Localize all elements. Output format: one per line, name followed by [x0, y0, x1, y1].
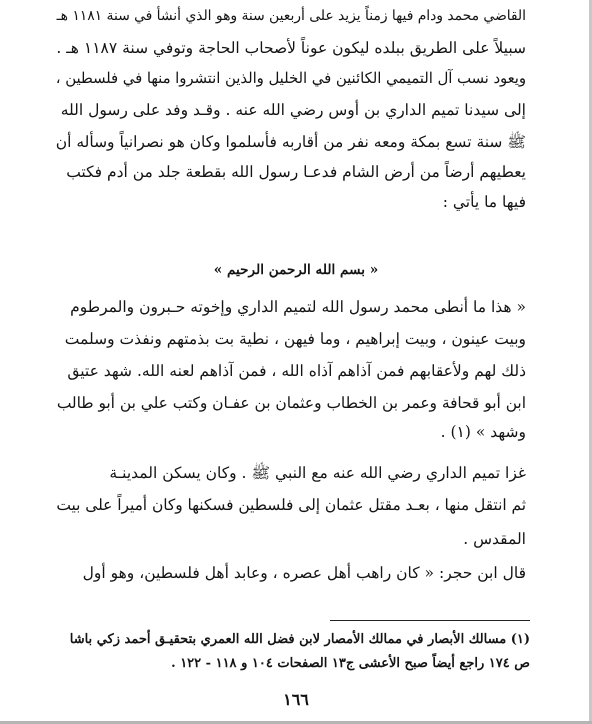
footnote-rule: [330, 620, 530, 621]
paragraph1-line: إلى سيدنا تميم الداري بن أوس رضي الله عنه . وقـد وفد على رسول الله: [60, 101, 526, 119]
footnote-line: (١) مسالك الأبصار في ممالك الأمصار لابن فضل الله العمري بتحقيـق أحمد زكي باشا: [69, 632, 530, 647]
paragraph1-line: يعطيهم أرضاً من أرض الشام فدعـا رسول الله بقطعة جلد من أدم فكتب: [66, 163, 526, 181]
paragraph2-line: ذلك لهم ولأعقابهم فمن آذاهم آذاه الله ، فمن آذاهم لعنه الله. شهد عتيق: [67, 362, 526, 380]
paragraph1-line: فيها ما يأتي :: [442, 193, 526, 211]
paragraph3-line: المقدس .: [463, 530, 526, 548]
paragraph2-line: وبيت عينون ، وبيت إبراهيم ، وما فيهن ، نطية بت بذمتهم ونفذت وسلمت: [64, 330, 526, 348]
page-number: ١٦٦: [283, 690, 309, 709]
paragraph3-line: غزا تميم الداري رضي الله عنه مع النبي ﷺ . وكان يسكن المدينـة: [109, 464, 526, 482]
paragraph1-line: سبيلاً على الطريق ببلده ليكون عوناً لأصحاب الحاجة وتوفي سنة ١١٨٧ هـ .: [56, 39, 526, 57]
paragraph2-line: ابن أبو قحافة وعمر بن الخطاب وعثمان بن عفـان وكتب علي بن أبو طالب: [56, 394, 526, 412]
paragraph4-line: قال ابن حجر: « كان راهب أهل عصره ، وعابد أهل فلسطين، وهو أول: [82, 564, 526, 582]
paragraph1-line: ويعود نسب آل التميمي الكائنين في الخليل والذين انتشروا منها في فلسطين ،: [55, 70, 526, 87]
paragraph3-line: ثم انتقل منها ، بعـد مقتل عثمان إلى فلسطين فسكنها وكان أميراً على بيت: [56, 496, 526, 514]
paragraph2-line: « هذا ما أنطى محمد رسول الله لتميم الداري وإخوته حـبرون والمرطوم: [70, 298, 526, 316]
paragraph1-line: ﷺ سنة تسع بمكة ومعه نفر من أقاربه فأسلموا وكان هو نصرانياً وسأله أن: [55, 133, 526, 151]
basmala-heading: « بسم الله الرحمن الرحيم »: [213, 262, 379, 278]
paragraph2-line: وشهد » (١) .: [440, 423, 526, 441]
paragraph1-line: القاضي محمد ودام فيها زمناً يزيد على أربعين سنة وهو الذي أنشأ في سنة ١١٨١ هـ: [56, 8, 526, 24]
footnote-line: ص ١٧٤ راجع أيضاً صبح الأعشى ج١٣ الصفحات ١٠٤ و ١١٨ - ١٢٢ .: [171, 656, 530, 671]
